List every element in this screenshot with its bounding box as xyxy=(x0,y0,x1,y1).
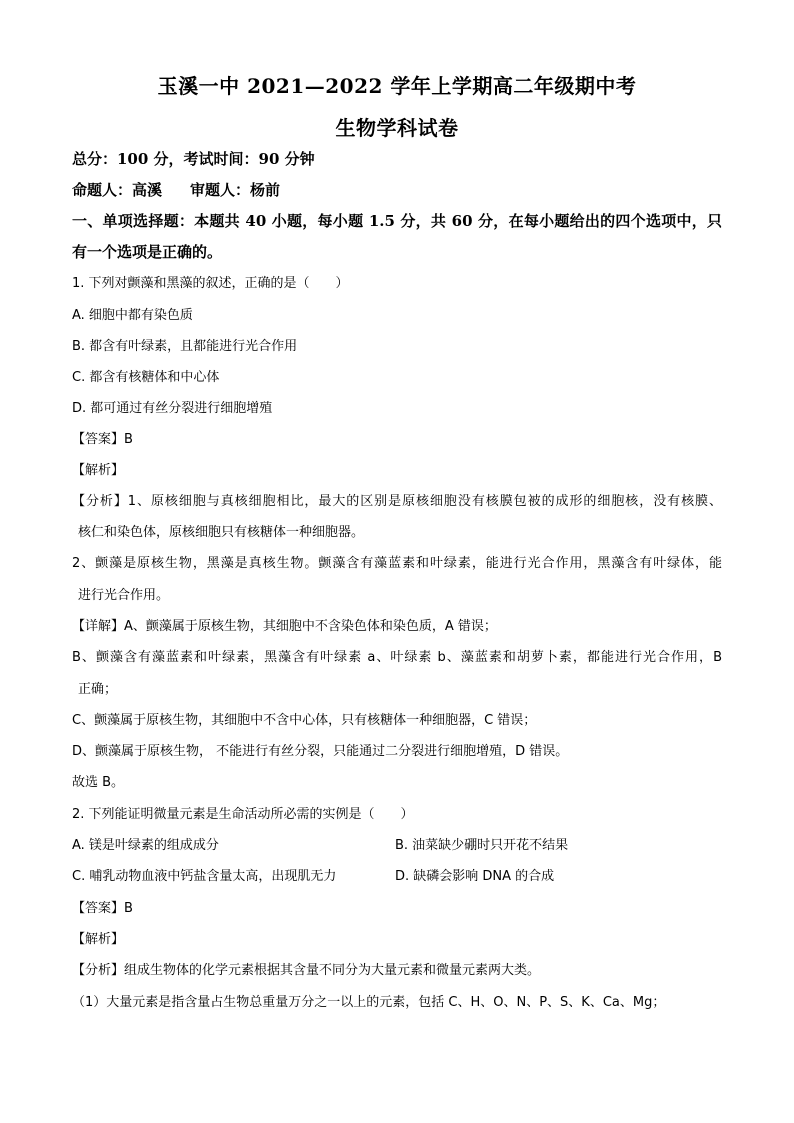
q1-analysis-line: 【详解】A、颤藻属于原核生物，其细胞中不含染色体和染色质，A 错误； xyxy=(72,619,497,634)
q1-stem: 1. 下列对颤藻和黑藻的叙述，正确的是（ ） xyxy=(72,276,349,291)
q1-analysis-line: 进行光合作用。 xyxy=(78,588,170,603)
q2-answer: 【答案】B xyxy=(72,901,133,916)
exam-title: 玉溪一中 2021—2022 学年上学期高二年级期中考 xyxy=(157,74,637,98)
q1-analysis-line: 正确； xyxy=(78,682,118,697)
q1-option-a: A. 细胞中都有染色质 xyxy=(72,308,193,323)
q1-option-c: C. 都含有核糖体和中心体 xyxy=(72,370,220,385)
setter: 命题人：高溪 xyxy=(72,181,163,199)
score-time: 总分：100 分，考试时间：90 分钟 xyxy=(72,150,315,168)
q1-option-b: B. 都含有叶绿素，且都能进行光合作用 xyxy=(72,339,298,354)
exam-subtitle: 生物学科试卷 xyxy=(335,116,459,140)
q1-option-d: D. 都可通过有丝分裂进行细胞增殖 xyxy=(72,401,273,416)
q2-option-c: C. 哺乳动物血液中钙盐含量太高，出现肌无力 xyxy=(72,869,337,884)
q1-analysis-line: 2、颤藻是原核生物，黑藻是真核生物。颤藻含有藻蓝素和叶绿素，能进行光合作用，黑藻含有叶绿体，能 xyxy=(72,556,722,571)
q2-analysis-line: 【分析】组成生物体的化学元素根据其含量不同分为大量元素和微量元素两大类。 xyxy=(72,963,541,978)
q2-analysis-title: 【解析】 xyxy=(72,932,125,947)
setter-reviewer xyxy=(72,180,722,200)
q2-option-d: D. 缺磷会影响 DNA 的合成 xyxy=(395,869,555,884)
q2-analysis-line: （1）大量元素是指含量占生物总重量万分之一以上的元素，包括 C、H、O、N、P、S、K、Ca、Mg； xyxy=(72,995,666,1010)
q1-analysis-line: 【分析】1、原核细胞与真核细胞相比，最大的区别是原核细胞没有核膜包被的成形的细胞核，没有核膜、 xyxy=(72,494,722,509)
q2-options-row2 xyxy=(72,867,722,887)
q1-analysis-line: 故选 B。 xyxy=(72,775,125,790)
section-heading-line2: 有一个选项是正确的。 xyxy=(72,243,223,261)
q1-analysis-line: 核仁和染色体，原核细胞只有核糖体一种细胞器。 xyxy=(78,525,365,540)
q2-options-row1 xyxy=(72,836,722,856)
q1-analysis-line: C、颤藻属于原核生物，其细胞中不含中心体，只有核糖体一种细胞器，C 错误； xyxy=(72,713,537,728)
section-heading-line1: 一、单项选择题：本题共 40 小题，每小题 1.5 分，共 60 分，在每小题给出的四个选项中，只 xyxy=(72,212,722,230)
q1-analysis-line: D、颤藻属于原核生物， 不能进行有丝分裂，只能通过二分裂进行细胞增殖，D 错误。 xyxy=(72,744,569,759)
q1-analysis-line: B、颤藻含有藻蓝素和叶绿素，黑藻含有叶绿素 a、叶绿素 b、藻蓝素和胡萝卜素，都能进行光合作用，B xyxy=(72,650,722,665)
q2-stem: 2. 下列能证明微量元素是生命活动所必需的实例是（ ） xyxy=(72,807,414,822)
q2-option-b: B. 油菜缺少硼时只开花不结果 xyxy=(395,838,569,853)
q2-option-a: A. 镁是叶绿素的组成成分 xyxy=(72,838,219,853)
q1-analysis-title: 【解析】 xyxy=(72,463,125,478)
reviewer: 审题人：杨前 xyxy=(190,181,281,199)
q1-answer: 【答案】B xyxy=(72,432,133,447)
